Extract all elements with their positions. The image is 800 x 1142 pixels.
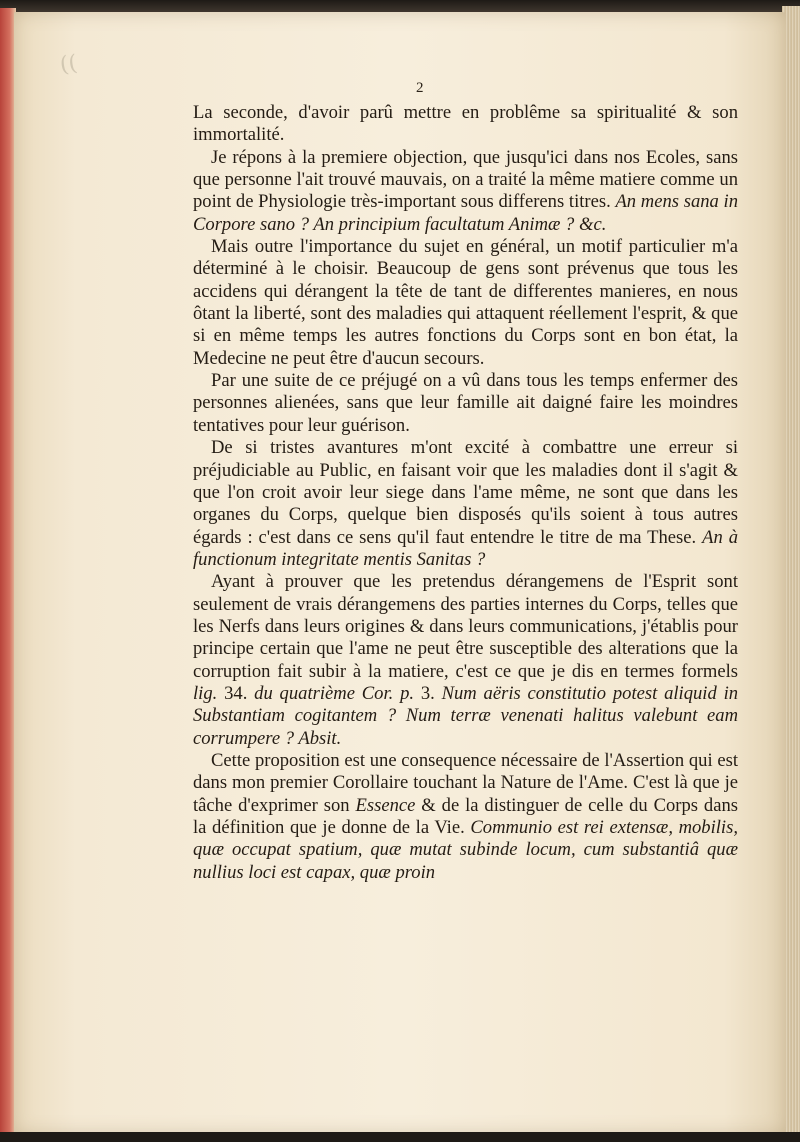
page-number: 2 — [416, 80, 424, 96]
paragraph-4 — [193, 370, 738, 437]
paragraph-1 — [193, 102, 738, 147]
body-text — [193, 102, 738, 884]
text-segment: Cette proposition est une consequence nécessaire de l'Assertion qui est dans mon premier Corollaire touchant la Nature de l'Ame. C'est là que je tâche d'exprimer son — [193, 749, 738, 816]
paragraph-2 — [193, 147, 738, 236]
paragraph-5 — [193, 437, 738, 571]
text-segment: Ayant à prouver que les pretendus dérangemens de l'Esprit sont seulement de vrais dérangemens des parties internes du Corps, telles que les Nerfs dans leurs origines & dans leurs communications, j'établis pour principe certain que l'ame ne peut être susceptible des alterations que la corruption fait subir à la matiere, c'est ce que je dis en termes formels — [193, 571, 738, 682]
text-segment: De si tristes avantures m'ont excité à combattre une erreur si préjudiciable au Public, en faisant voir que les maladies dont il s'agit & que l'on croit avoir leur siege dans l'ame même, ne sont que dans les organes du Corps, quelque bien disposés qu'ils soient à tous autres égards : c'est dans ce sens qu'il faut entendre le titre de ma These. — [193, 437, 738, 548]
text-segment: Mais outre l'importance du sujet en général, un motif particulier m'a déterminé à le choisir. Beaucoup de gens sont prévenus que tous les accidens qui dérangent la tête de tant de differentes manieres, en nous ôtant la liberté, sont des maladies qui attaquent réellement l'esprit, & que si en même temps les autres fonctions du Corps sont en bon état, la Medecine ne peut être d'aucun secours. — [193, 236, 738, 369]
text-segment: 34. — [224, 682, 255, 704]
latin-italic-text: Num aëris constitutio potest aliquid in Substantiam cogitantem ? Num terræ venenati halitus valebunt eam corrumpere ? Absit. — [193, 682, 739, 749]
latin-italic-text: lig. — [193, 682, 225, 704]
text-segment: La seconde, d'avoir parû mettre en problême sa spiritualité & son immortalité. — [193, 102, 738, 146]
paragraph-3 — [193, 236, 738, 370]
text-segment: Par une suite de ce préjugé on a vû dans tous les temps enfermer des personnes alienées, sans que leur famille ait daigné faire les moindres tentatives pour leur guérison. — [193, 370, 738, 436]
latin-italic-text: An mens sana in Corpore sano ? An principium facultatum Animæ ? &c. — [193, 191, 739, 235]
text-segment: Je répons à la premiere objection, que jusqu'ici dans nos Ecoles, sans que personne l'ait trouvé mauvais, on a traité la même matiere comme un point de Physiologie très-important sous differens titres. — [193, 146, 738, 213]
paragraph-7 — [193, 750, 738, 884]
latin-italic-text: du quatrième Cor. p. — [254, 682, 421, 704]
latin-italic-text: Communio est rei extensæ, mobilis, quæ occupat spatium, quæ mutat subinde locum, cum substantiâ quæ nullius loci est capax, quæ proin — [193, 817, 738, 883]
text-segment: 3. — [420, 682, 442, 704]
text-segment: & de la distinguer de celle du Corps dans la définition que je donne de la Vie. — [193, 794, 738, 838]
margin-pencil-mark: (( — [58, 50, 79, 79]
latin-italic-text: An à functionum integritate mentis Sanitas ? — [193, 526, 738, 570]
latin-italic-text: Essence — [355, 794, 416, 816]
paragraph-6 — [193, 571, 738, 750]
book-bottom-edge — [0, 1132, 800, 1142]
